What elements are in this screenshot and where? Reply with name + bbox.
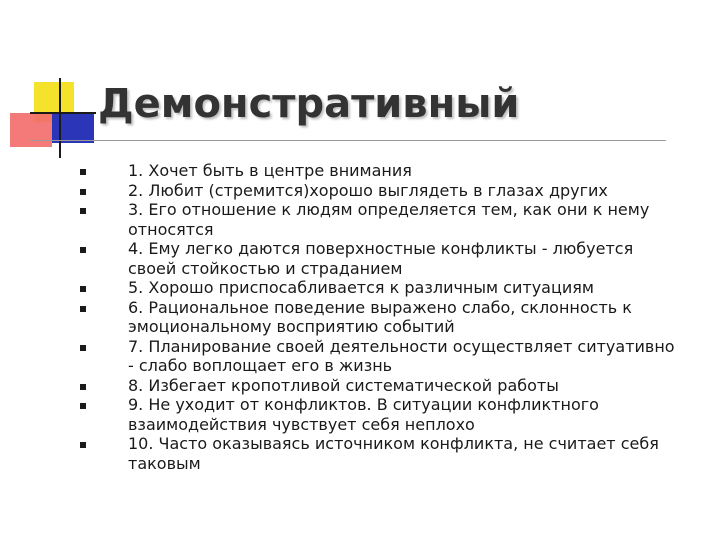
decorative-red-square (10, 113, 52, 147)
list-item-text: 3. Его отношение к людям определяется тем, как они к нему относятся (128, 200, 650, 239)
list-item-text: 10. Часто оказываясь источником конфликта, не считает себя таковым (128, 434, 659, 473)
square-bullet-icon (80, 384, 86, 390)
title-divider (30, 140, 666, 141)
list-item (80, 278, 680, 298)
list-item (80, 395, 680, 434)
list-item (80, 376, 680, 396)
square-bullet-icon (80, 247, 86, 253)
square-bullet-icon (80, 442, 86, 448)
square-bullet-icon (80, 189, 86, 195)
bullet-list (80, 161, 680, 473)
list-item (80, 200, 680, 239)
list-item-text: 4. Ему легко даются поверхностные конфликты - любуется своей стойкостью и страданием (128, 239, 634, 278)
square-bullet-icon (80, 306, 86, 312)
list-item-text: 7. Планирование своей деятельности осуществляет ситуативно - слабо воплощает его в жизнь (128, 336, 675, 375)
square-bullet-icon (80, 286, 86, 292)
square-bullet-icon (80, 403, 86, 409)
list-item (80, 161, 680, 181)
list-item (80, 434, 680, 473)
list-item-text: 8. Избегает кропотливой систематической работы (128, 375, 559, 395)
square-bullet-icon (80, 208, 86, 214)
square-bullet-icon (80, 345, 86, 351)
list-item (80, 239, 680, 278)
list-item-text: 2. Любит (стремится)хорошо выглядеть в глазах других (128, 180, 608, 200)
square-bullet-icon (80, 169, 86, 175)
decorative-horizontal-line (30, 112, 96, 114)
list-item-text: 6. Рациональное поведение выражено слабо, склонность к эмоциональному восприятию событий (128, 297, 632, 336)
list-item-text: 1. Хочет быть в центре внимания (128, 161, 412, 180)
list-item (80, 181, 680, 201)
slide-title: Демонстративный (98, 81, 520, 127)
list-item (80, 298, 680, 337)
list-item-text: 5. Хорошо приспосабливается к различным ситуациям (128, 278, 594, 297)
list-item (80, 337, 680, 376)
list-item-text: 9. Не уходит от конфликтов. В ситуации конфликтного взаимодействия чувствует себя неплохо (128, 395, 599, 434)
decorative-vertical-line (59, 78, 61, 158)
